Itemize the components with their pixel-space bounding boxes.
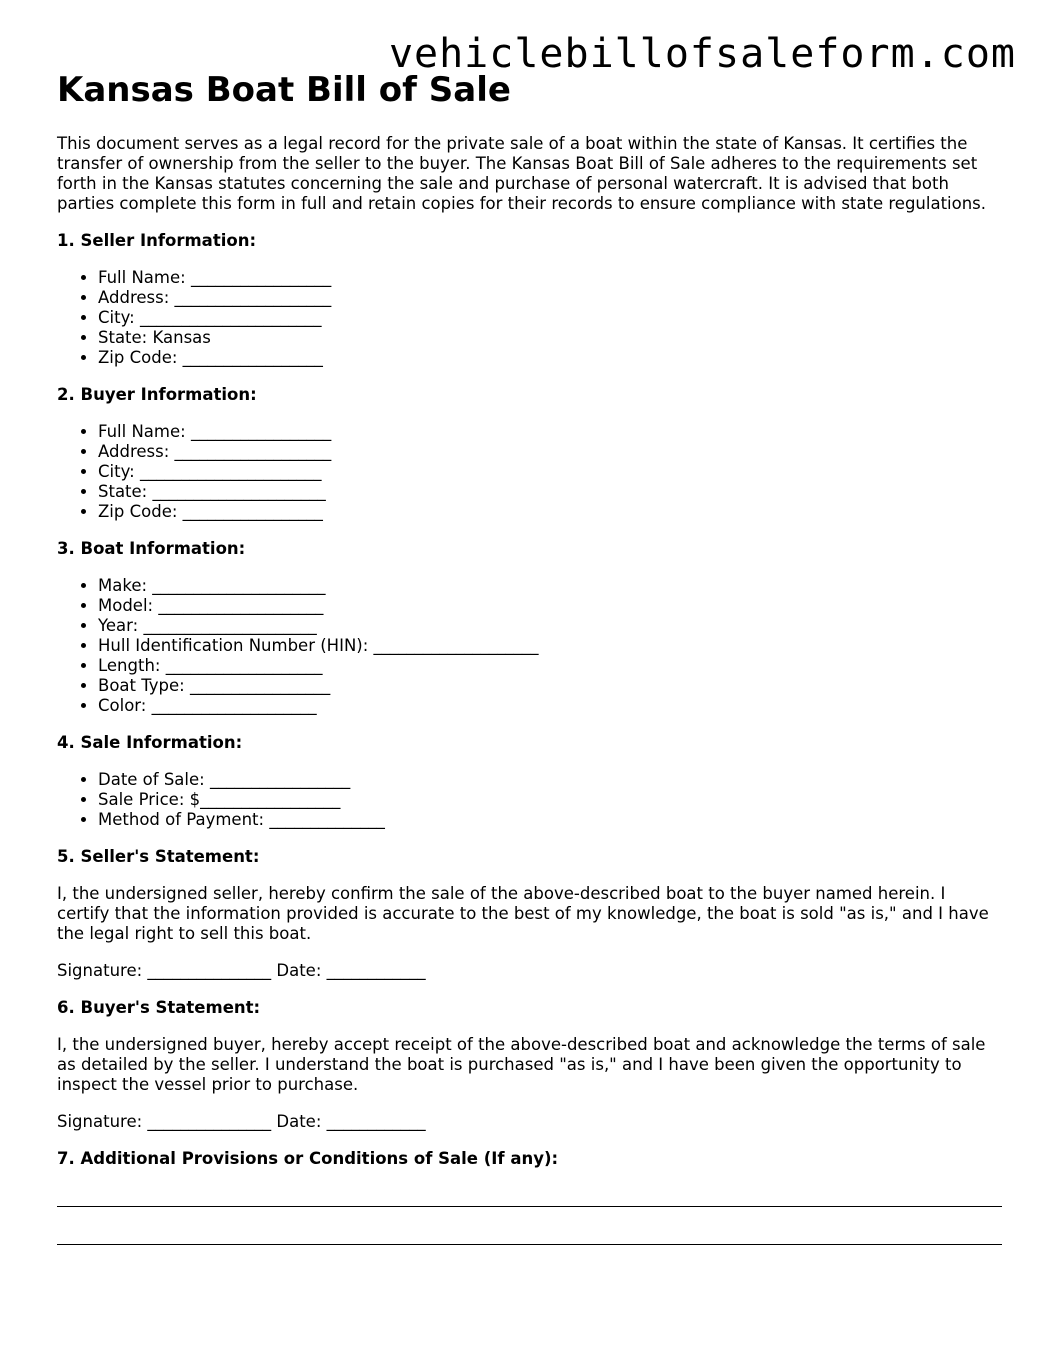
payment-method-field[interactable]: • Method of Payment: ______________ <box>98 810 1002 830</box>
seller-state-field: • State: Kansas <box>98 328 1002 348</box>
additional-provisions-line-2[interactable] <box>57 1224 1002 1245</box>
buyer-signature-line[interactable]: Signature: _______________ Date: ____________ <box>57 1112 426 1131</box>
boat-type-field[interactable]: • Boat Type: _________________ <box>98 676 1002 696</box>
document-title: Kansas Boat Bill of Sale <box>57 70 511 110</box>
buyer-address-field[interactable]: • Address: ___________________ <box>98 442 1002 462</box>
boat-section-heading: 3. Boat Information: <box>57 539 246 558</box>
intro-paragraph: This document serves as a legal record for the private sale of a boat within the state of Kansas. It certifies the transfer of ownership from the seller to the buyer. The Kansas Boat Bill of Sale adheres to the requirements set forth in the Kansas statutes concerning the sale and purchase of personal watercraft. It is advised that both parties complete this form in full and retain copies for their records to ensure compliance with state regulations. <box>57 134 987 213</box>
site-watermark: vehiclebillofsaleform.com <box>388 31 1016 77</box>
buyer-info-list <box>57 422 1002 522</box>
seller-info-list <box>57 268 1002 368</box>
sale-date-field[interactable]: • Date of Sale: _________________ <box>98 770 1002 790</box>
document-page <box>57 70 1002 1262</box>
seller-full-name-field[interactable]: • Full Name: _________________ <box>98 268 1002 288</box>
sale-section-heading: 4. Sale Information: <box>57 733 243 752</box>
seller-signature-line[interactable]: Signature: _______________ Date: ____________ <box>57 961 426 980</box>
seller-address-field[interactable]: • Address: ___________________ <box>98 288 1002 308</box>
boat-info-list <box>57 576 1002 716</box>
buyer-section-heading: 2. Buyer Information: <box>57 385 257 404</box>
boat-hin-field[interactable]: • Hull Identification Number (HIN): ____________________ <box>98 636 1002 656</box>
sale-price-field[interactable]: • Sale Price: $_________________ <box>98 790 1002 810</box>
boat-length-field[interactable]: • Length: ___________________ <box>98 656 1002 676</box>
buyer-city-field[interactable]: • City: ______________________ <box>98 462 1002 482</box>
boat-model-field[interactable]: • Model: ____________________ <box>98 596 1002 616</box>
seller-statement-heading: 5. Seller's Statement: <box>57 847 260 866</box>
seller-statement-text: I, the undersigned seller, hereby confirm the sale of the above-described boat to the buyer named herein. I certify that the information provided is accurate to the best of my knowledge, the boat is sold "as is," and I have the legal right to sell this boat. <box>57 884 989 943</box>
seller-zip-field[interactable]: • Zip Code: _________________ <box>98 348 1002 368</box>
seller-section-heading: 1. Seller Information: <box>57 231 257 250</box>
seller-city-field[interactable]: • City: ______________________ <box>98 308 1002 328</box>
boat-make-field[interactable]: • Make: _____________________ <box>98 576 1002 596</box>
buyer-statement-text: I, the undersigned buyer, hereby accept receipt of the above-described boat and acknowledge the terms of sale as detailed by the seller. I understand the boat is purchased "as is," and I have been given the opportunity to inspect the vessel prior to purchase. <box>57 1035 986 1094</box>
buyer-statement-heading: 6. Buyer's Statement: <box>57 998 261 1017</box>
additional-provisions-heading: 7. Additional Provisions or Conditions of Sale (If any): <box>57 1149 559 1168</box>
boat-color-field[interactable]: • Color: ____________________ <box>98 696 1002 716</box>
buyer-state-field[interactable]: • State: _____________________ <box>98 482 1002 502</box>
additional-provisions-line-1[interactable] <box>57 1186 1002 1207</box>
buyer-zip-field[interactable]: • Zip Code: _________________ <box>98 502 1002 522</box>
boat-year-field[interactable]: • Year: _____________________ <box>98 616 1002 636</box>
buyer-full-name-field[interactable]: • Full Name: _________________ <box>98 422 1002 442</box>
sale-info-list <box>57 770 1002 830</box>
